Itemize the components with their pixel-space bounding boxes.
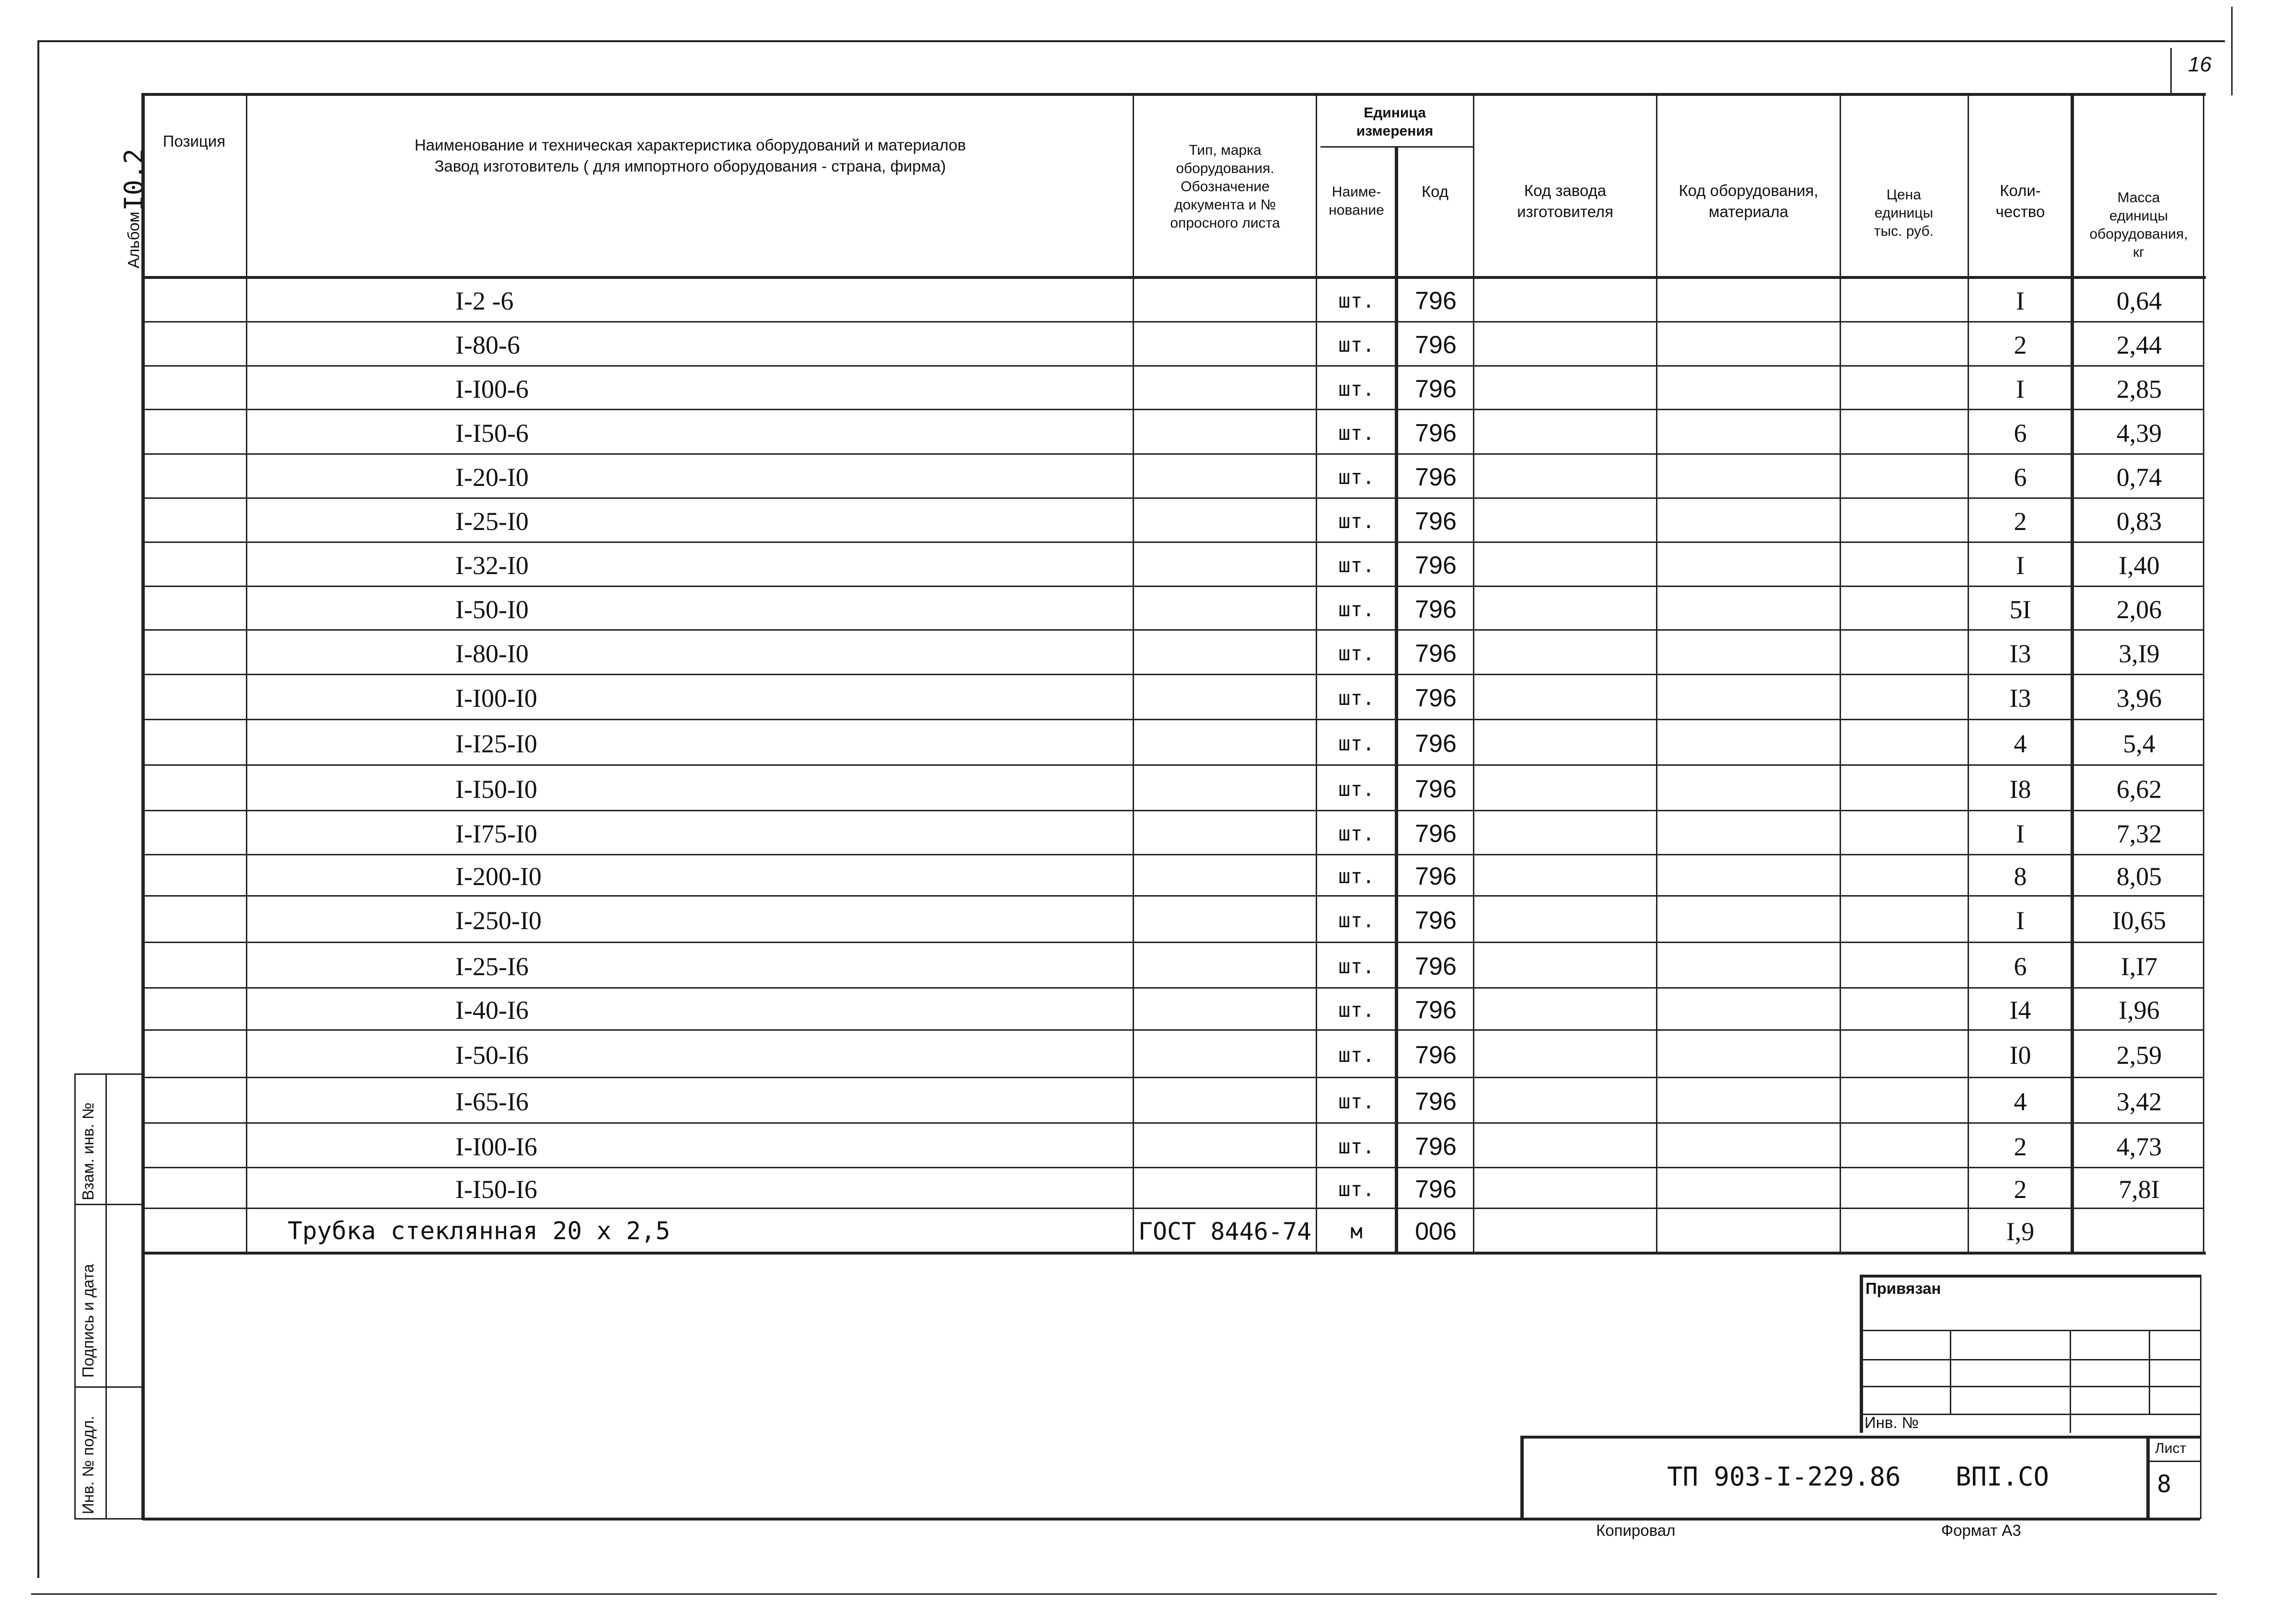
row-name: I-I25-I0 (455, 729, 537, 758)
row-name: I-200-I0 (455, 862, 542, 891)
row-quantity: I (2016, 551, 2025, 580)
row-name: I-I50-I6 (455, 1175, 537, 1204)
row-quantity: I3 (2009, 684, 2031, 713)
row-unit: шт. (1338, 465, 1375, 489)
tb-vline3 (2149, 1330, 2150, 1414)
row-mass: 7,32 (2116, 819, 2162, 848)
row-name: I-250-I0 (455, 906, 542, 935)
row-quantity: I,9 (2006, 1217, 2035, 1246)
header-unit-name: Наиме- нование (1329, 184, 1384, 218)
sheet-frame (37, 40, 2225, 1578)
col-line-unit-name (1395, 146, 1398, 1253)
row-quantity: 6 (2014, 463, 2027, 492)
side-stamp-left (74, 1073, 76, 1519)
row-divider (143, 586, 2203, 587)
row-divider (143, 321, 2203, 322)
row-mass: 4,73 (2116, 1132, 2162, 1161)
row-quantity: I4 (2009, 996, 2031, 1025)
row-unit: шт. (1338, 553, 1375, 577)
tb-right (2200, 1275, 2201, 1519)
row-mass: 0,64 (2116, 287, 2162, 315)
side-stamp-div1 (74, 1204, 142, 1205)
header-factory-code: Код завода изготовителя (1517, 182, 1613, 220)
header-name: Наименование и техническая характеристика оборудований и материалов Завод изготовитель ( для импортного оборудования - страна, фирма) (414, 136, 966, 175)
row-quantity: 6 (2014, 418, 2027, 448)
tb-left-upper (1860, 1275, 1863, 1433)
header-type: Тип, марка оборудования. Обозначение документа и № опросного листа (1170, 142, 1280, 231)
row-code: 796 (1415, 863, 1457, 890)
row-quantity: 2 (2014, 1132, 2027, 1161)
row-divider (143, 629, 2203, 631)
row-quantity: 2 (2014, 507, 2027, 536)
row-quantity: I (2016, 374, 2025, 403)
row-code: 796 (1415, 996, 1457, 1024)
row-mass: 3,96 (2116, 684, 2162, 713)
bottom-frame-line (31, 1593, 2217, 1595)
row-divider (143, 764, 2203, 766)
row-code: 796 (1415, 775, 1457, 803)
row-mass: 2,59 (2116, 1040, 2162, 1070)
row-code: 796 (1415, 1087, 1457, 1116)
row-quantity: I3 (2009, 639, 2031, 668)
row-name: I-25-I0 (455, 507, 529, 536)
tb-main-top (1520, 1436, 2200, 1439)
row-name: I-I50-6 (455, 418, 529, 448)
row-code: 796 (1415, 952, 1457, 980)
row-mass: 0,74 (2116, 463, 2162, 492)
col-line-price (1968, 93, 1969, 1253)
side-stamp-top (74, 1073, 142, 1075)
tb-inv-no: Инв. № (1865, 1414, 1919, 1431)
row-unit: шт. (1338, 1134, 1375, 1158)
col-line-unit-code (1473, 93, 1474, 1253)
col-line-type (1316, 93, 1317, 1253)
side-vzam-inv: Взам. инв. № (79, 1102, 97, 1200)
row-unit: шт. (1338, 641, 1375, 665)
row-quantity: 2 (2014, 331, 2027, 359)
row-divider (143, 1122, 2203, 1124)
row-quantity: 6 (2014, 952, 2027, 981)
row-name: Трубка стеклянная 20 х 2,5 (288, 1217, 671, 1245)
row-mass: 3,42 (2116, 1087, 2162, 1116)
row-quantity: 2 (2014, 1175, 2027, 1204)
side-inv-podl: Инв. № подл. (79, 1416, 97, 1514)
row-divider (143, 497, 2203, 499)
row-mass: 3,I9 (2119, 639, 2160, 668)
row-name: I-80-6 (455, 331, 520, 359)
row-code: 796 (1415, 820, 1457, 848)
row-code: 796 (1415, 729, 1457, 758)
row-code: 796 (1415, 906, 1457, 934)
header-equipment-code: Код оборудования, материала (1679, 182, 1818, 220)
header-position: Позиция (162, 132, 226, 150)
album-number: I0.2 (119, 148, 149, 211)
row-unit: шт. (1338, 509, 1375, 533)
tb-doc-suffix: ВПI.СО (1956, 1462, 2050, 1492)
row-divider (143, 854, 2203, 855)
row-unit: шт. (1338, 777, 1375, 801)
row-code: 006 (1415, 1218, 1457, 1245)
row-code: 796 (1415, 595, 1457, 623)
table-bottom-border (143, 1252, 2206, 1255)
row-code: 796 (1415, 1175, 1457, 1203)
col-line-name (1133, 93, 1134, 1253)
row-divider (143, 1167, 2203, 1168)
row-code: 796 (1415, 331, 1457, 359)
row-name: I-I50-I0 (455, 774, 537, 804)
row-quantity: 4 (2014, 729, 2027, 758)
row-divider (143, 453, 2203, 455)
row-unit: шт. (1338, 377, 1375, 401)
row-code: 796 (1415, 507, 1457, 535)
row-code: 796 (1415, 419, 1457, 447)
side-stamp-bottom (74, 1518, 142, 1520)
header-unit-group: Единица измерения (1356, 105, 1434, 139)
row-divider (143, 1077, 2203, 1078)
row-name: I-25-I6 (455, 952, 529, 981)
row-mass: 2,85 (2116, 374, 2162, 403)
tb-main-left (1520, 1436, 1524, 1520)
row-mass: 6,62 (2116, 774, 2162, 804)
col-line-equip (1840, 93, 1841, 1253)
row-quantity: 8 (2014, 862, 2027, 891)
row-unit: шт. (1338, 686, 1375, 710)
tb-vline1 (1950, 1330, 1951, 1414)
side-podpis-data: Подпись и дата (79, 1264, 97, 1378)
row-divider (143, 719, 2203, 720)
row-name: I-80-I0 (455, 639, 529, 668)
row-unit: шт. (1338, 1089, 1375, 1113)
row-divider (143, 987, 2203, 989)
table-right-border (2203, 93, 2204, 1253)
row-unit: шт. (1338, 1177, 1375, 1201)
row-unit: шт. (1338, 597, 1375, 621)
row-mass: 4,39 (2116, 418, 2162, 448)
right-frame-mark (2231, 7, 2233, 95)
row-mass: 2,06 (2116, 595, 2162, 624)
row-unit: шт. (1338, 731, 1375, 755)
row-divider (143, 942, 2203, 943)
row-quantity: I0 (2009, 1040, 2031, 1070)
row-name: I-I00-I6 (455, 1132, 537, 1161)
row-quantity: I8 (2009, 774, 2031, 804)
row-mass: I,I7 (2120, 952, 2158, 981)
row-quantity: 4 (2014, 1087, 2027, 1116)
table-left-border (141, 93, 145, 1520)
header-bottom-border (143, 276, 2206, 279)
row-mass: 7,8I (2119, 1175, 2160, 1204)
row-unit: шт. (1338, 822, 1375, 845)
row-mass: I,96 (2119, 996, 2160, 1025)
row-unit: шт. (1338, 954, 1375, 978)
row-code: 796 (1415, 1132, 1457, 1161)
row-name: I-40-I6 (455, 996, 529, 1025)
corner-number: 16 (2188, 53, 2212, 76)
tb-vline2 (2070, 1330, 2071, 1433)
row-mass: 0,83 (2116, 507, 2162, 536)
col-line-position (246, 93, 247, 1253)
row-unit: шт. (1338, 289, 1375, 312)
row-code: 796 (1415, 639, 1457, 668)
row-unit: шт. (1338, 333, 1375, 357)
row-divider (143, 810, 2203, 811)
row-quantity: I (2016, 287, 2025, 315)
row-code: 796 (1415, 684, 1457, 712)
row-quantity: I (2016, 906, 2025, 935)
tb-sheet-left (2146, 1436, 2150, 1520)
row-divider (143, 895, 2203, 897)
tb-sheet-number: 8 (2157, 1470, 2172, 1498)
row-quantity: 5I (2009, 595, 2031, 624)
tb-kopiroval: Копировал (1596, 1521, 1676, 1539)
row-code: 796 (1415, 287, 1457, 315)
row-unit: шт. (1338, 908, 1375, 932)
tb-format: Формат А3 (1941, 1521, 2021, 1539)
row-name: I-50-I0 (455, 595, 529, 624)
row-divider (143, 1029, 2203, 1031)
col-line-factory (1656, 93, 1657, 1253)
side-stamp-mid (105, 1073, 107, 1519)
corner-box-line (2170, 48, 2172, 93)
row-divider (143, 674, 2203, 675)
row-divider (143, 365, 2203, 367)
header-quantity: Коли- чество (1995, 182, 2045, 220)
row-divider (143, 1208, 2203, 1209)
tb-sheet-label: Лист (2155, 1440, 2187, 1456)
row-name: I-32-I0 (455, 551, 529, 580)
row-name: I-I00-I0 (455, 684, 537, 713)
tb-doc-number: ТП 903-I-229.86 (1667, 1462, 1901, 1492)
row-name: I-2 -6 (455, 287, 514, 315)
row-code: 796 (1415, 1041, 1457, 1069)
row-code: 796 (1415, 463, 1457, 491)
album-label: Альбом (125, 211, 142, 268)
tb-sheet-divider (2146, 1461, 2200, 1462)
row-code: 796 (1415, 552, 1457, 579)
row-name: I-50-I6 (455, 1040, 529, 1070)
row-type: ГОСТ 8446-74 (1138, 1218, 1312, 1245)
header-price: Цена единицы тыс. руб. (1874, 187, 1934, 239)
tb-privyazan: Привязан (1865, 1279, 1941, 1297)
row-divider (143, 409, 2203, 410)
row-code: 796 (1415, 375, 1457, 403)
row-unit: шт. (1338, 864, 1375, 888)
row-mass: I0,65 (2112, 906, 2166, 935)
row-name: I-20-I0 (455, 463, 529, 492)
row-unit: шт. (1338, 421, 1375, 445)
row-mass: 5,4 (2123, 729, 2155, 758)
row-name: I-65-I6 (455, 1087, 529, 1116)
row-unit: шт. (1338, 1043, 1375, 1067)
header-unit-code: Код (1421, 183, 1449, 200)
row-unit: м (1350, 1220, 1363, 1243)
row-quantity: I (2016, 819, 2025, 848)
row-mass: 2,44 (2116, 331, 2162, 359)
header-mass: Масса единицы оборудования, кг (2089, 190, 2188, 260)
tb-main-bottom (143, 1518, 2200, 1520)
side-stamp-div2 (74, 1386, 142, 1388)
row-mass: I,40 (2119, 551, 2160, 580)
row-divider (143, 541, 2203, 543)
row-mass: 8,05 (2116, 862, 2162, 891)
row-unit: шт. (1338, 998, 1375, 1022)
row-name: I-I00-6 (455, 374, 529, 403)
tb-top (1860, 1275, 2200, 1278)
row-name: I-I75-I0 (455, 819, 537, 848)
col-line-qty (2071, 93, 2074, 1253)
